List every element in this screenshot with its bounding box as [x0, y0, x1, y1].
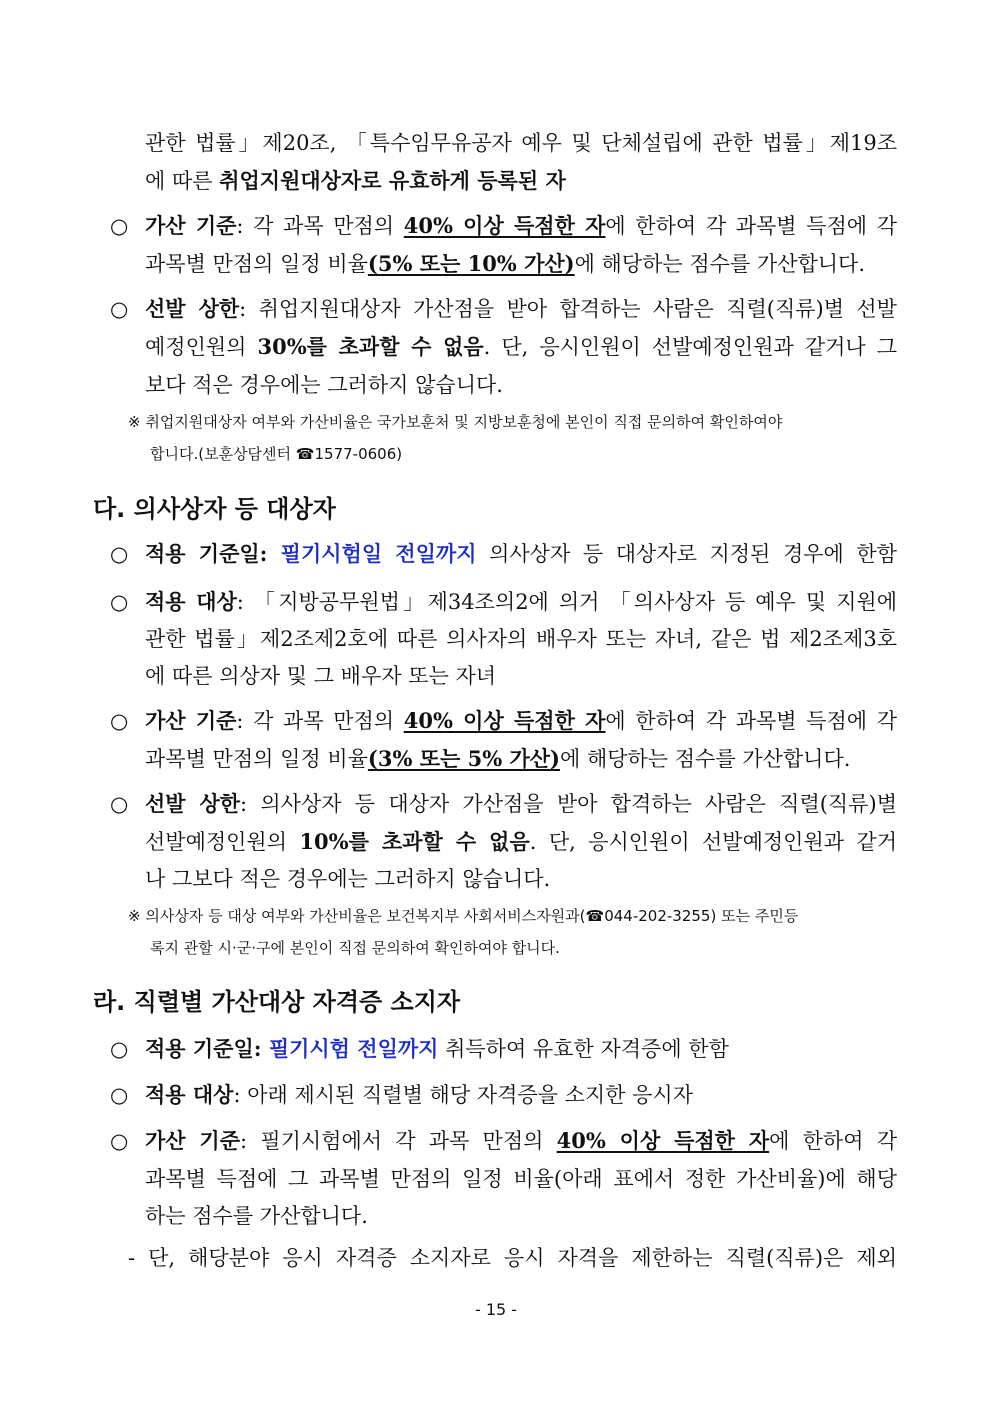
item-label: 가산 기준 — [145, 708, 237, 733]
emphasis-text: 10%를 초과할 수 없음 — [299, 829, 530, 854]
item-label: 적용 기준일 — [145, 541, 260, 566]
item-label: 가산 기준 — [145, 213, 237, 238]
underlined-text: (5% 또는 10% 가산) — [367, 251, 575, 276]
paragraph-line: 에 따른 취업지원대상자로 유효하게 등록된 자 — [145, 168, 566, 193]
bullet-circle: ○ — [110, 590, 129, 614]
bullet-circle: ○ — [110, 214, 129, 238]
note-line: 합니다.(보훈상담센터 ☎1577-0606) — [150, 445, 403, 463]
bullet-circle: ○ — [110, 1129, 129, 1153]
paragraph-line: 과목별 만점의 일정 비율(3% 또는 5% 가산)에 해당하는 점수를 가산합니다. — [145, 746, 851, 771]
item-label: 적용 대상 — [145, 589, 237, 614]
paragraph-line: 선발 상한: 취업지원대상자 가산점을 받아 합격하는 사람은 직렬(직류)별 선발 — [145, 296, 897, 321]
paragraph-line: 적용 대상: 아래 제시된 직렬별 해당 자격증을 소지한 응시자 — [145, 1082, 693, 1107]
item-label: 선발 상한 — [145, 791, 241, 816]
underlined-text: 40% 이상 득점한 자 — [556, 1128, 770, 1153]
paragraph-line: 적용 기준일: 필기시험 전일까지 취득하여 유효한 자격증에 한함 — [145, 1036, 729, 1061]
paragraph-line: 나 그보다 적은 경우에는 그러하지 않습니다. — [145, 867, 551, 891]
bullet-circle: ○ — [110, 297, 129, 321]
paragraph-line: 선발예정인원의 10%를 초과할 수 없음. 단, 응시인원이 선발예정인원과 같거 — [145, 829, 897, 854]
underlined-text: 40% 이상 득점한 자 — [403, 708, 606, 733]
paragraph-line: 관한 법률」제2조제2호에 따른 의사자의 배우자 또는 자녀, 같은 법 제2조제3호 — [145, 627, 897, 651]
page-number: - 15 - — [474, 1300, 518, 1319]
highlight-text: 필기시험 전일까지 — [268, 1036, 439, 1061]
paragraph-line: - 단, 해당분야 응시 자격증 소지자로 응시 자격을 제한하는 직렬(직류)은 제외 — [128, 1246, 897, 1270]
paragraph-line: 적용 대상: 「지방공무원법」제34조의2에 의거 「의사상자 등 예우 및 지원에 — [145, 589, 897, 614]
paragraph-line: 보다 적은 경우에는 그러하지 않습니다. — [145, 373, 503, 397]
bullet-circle: ○ — [110, 1037, 129, 1061]
paragraph-line: 가산 기준: 각 과목 만점의 40% 이상 득점한 자에 한하여 각 과목별 득점에 각 — [145, 213, 897, 238]
paragraph-line: 선발 상한: 의사상자 등 대상자 가산점을 받아 합격하는 사람은 직렬(직류)별 — [145, 791, 897, 816]
paragraph-line: 과목별 만점의 일정 비율(5% 또는 10% 가산)에 해당하는 점수를 가산합니다. — [145, 251, 866, 276]
item-label: 가산 기준 — [145, 1128, 241, 1153]
bullet-circle: ○ — [110, 792, 129, 816]
bullet-circle: ○ — [110, 1083, 129, 1107]
paragraph-line: 관한 법률」제20조, 「특수임무유공자 예우 및 단체설립에 관한 법률」제19조 — [145, 131, 897, 155]
underlined-text: 40% 이상 득점한 자 — [403, 213, 606, 238]
paragraph-line: 예정인원의 30%를 초과할 수 없음. 단, 응시인원이 선발예정인원과 같거나 그 — [145, 334, 897, 359]
item-label: 선발 상한 — [145, 296, 240, 321]
item-label: 적용 대상 — [145, 1082, 234, 1107]
paragraph-line: 가산 기준: 각 과목 만점의 40% 이상 득점한 자에 한하여 각 과목별 득점에 각 — [145, 708, 897, 733]
note-line: 록지 관할 시·군·구에 본인이 직접 문의하여 확인하여야 합니다. — [150, 939, 560, 957]
emphasis-text: 취업지원대상자로 유효하게 등록된 자 — [219, 168, 566, 193]
paragraph-line: 과목별 득점에 그 과목별 만점의 일정 비율(아래 표에서 정한 가산비율)에 해당 — [145, 1167, 897, 1191]
note-line: ※ 의사상자 등 대상 여부와 가산비율은 보건복지부 사회서비스자원과(☎044-202-3255) 또는 주민등 — [128, 907, 799, 925]
bullet-circle: ○ — [110, 709, 129, 733]
paragraph-line: 하는 점수를 가산합니다. — [145, 1204, 368, 1228]
highlight-text: 필기시험일 전일까지 — [280, 541, 477, 566]
note-line: ※ 취업지원대상자 여부와 가산비율은 국가보훈처 및 지방보훈청에 본인이 직접 문의하여 확인하여야 — [128, 413, 783, 431]
paragraph-line: 가산 기준: 필기시험에서 각 과목 만점의 40% 이상 득점한 자에 한하여 각 — [145, 1128, 898, 1153]
section-heading: 다. 의사상자 등 대상자 — [93, 495, 336, 523]
paragraph-line: 적용 기준일: 필기시험일 전일까지 의사상자 등 대상자로 지정된 경우에 한함 — [145, 541, 897, 566]
paragraph-line: 에 따른 의상자 및 그 배우자 또는 자녀 — [145, 664, 497, 688]
emphasis-text: 30%를 초과할 수 없음 — [257, 334, 484, 359]
bullet-circle: ○ — [110, 542, 129, 566]
item-label: 적용 기준일 — [145, 1036, 254, 1061]
underlined-text: (3% 또는 5% 가산) — [367, 746, 560, 771]
section-heading: 라. 직렬별 가산대상 자격증 소지자 — [93, 988, 461, 1016]
